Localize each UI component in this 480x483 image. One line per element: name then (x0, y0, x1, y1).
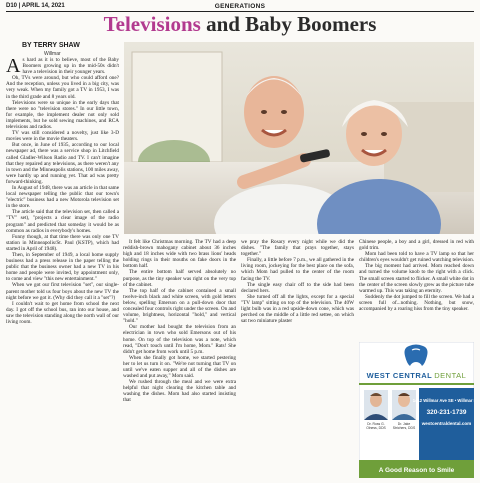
ad-brand-word1: WEST CENTRAL (366, 371, 433, 380)
article-paragraph: The entire bottom half served absolutely no purpose, as the tiny speaker was right on the very top of the cabinet. (123, 269, 236, 288)
ad-phone: 320-231-1739 (426, 409, 467, 416)
article-paragraph: Suddenly the dot jumped to fill the screen. We had a screen full of...nothing. Nothing, but snow, accompanied by a roaring hiss from the tiny speaker. (359, 293, 474, 313)
article-paragraph: When we got our first television "set", our single-parent mother told us four boys about the new TV the night before we got it. (Why did they call it a "set"?) (6, 282, 119, 301)
section-name: GENERATIONS (214, 3, 266, 10)
author-location: Willmar (44, 51, 61, 57)
article-paragraph: She turned off all the lights, except for a special "TV lamp" sitting on top of the television. The 40W light bulb was in a red upside-down cone, which was perched on the middle of a little red settee, on which sat two miniature plaster (241, 293, 354, 325)
drop-cap: A (6, 57, 21, 77)
article-paragraph: We rushed through the meal and we were extra helpful that night clearing the kitchen table and washing the dishes. Mom had also started insisting that (123, 379, 236, 404)
dentist-2-name: Dr. Jake (397, 422, 411, 426)
article-title (0, 12, 480, 37)
article-paragraph: The big moment had arrived. Mom reached down and turned the volume knob to the right with a click. The small screen started to flicker. A small white dot in the center of the screen slowly grew as the picture tube warmed up. This was taking an eternity. (359, 263, 474, 294)
dentist-2-title: Strichers, DDS (392, 426, 416, 430)
article-paragraph: When she finally got home, we started pestering her to let us turn it on. "We're not turning that TV on until we've eaten supper and all of the dishes are washed and put away," Mom said. (123, 354, 236, 380)
elderly-couple-photo (124, 42, 474, 234)
byline: BY TERRY SHAW (22, 42, 80, 49)
article-paragraph: As hard as it is to believe, most of the Baby Boomers growing up in the mid-50s didn't have a television in their younger years. (6, 57, 119, 77)
article-paragraph: Mom had been told to have a TV lamp so that her children's eyes wouldn't get ruined watching television. (359, 251, 474, 264)
ad-address: 1412 Willmar Ave SE • Willmar MN (412, 398, 474, 403)
article-paragraph: Televisions were so unique in the early days that there were no "television stores." In our little town, for example, the implement dealer not only sold implements, but he sold sewing machines, and RCA televisions and radios. (6, 99, 119, 131)
article-column-1 (6, 57, 119, 480)
article-column-2 (123, 239, 236, 480)
article-paragraph: we pray the Rosary every night while we did the dishes. "The family that prays together, stays together." (241, 239, 354, 258)
page-date: D10 | APRIL 14, 2021 (6, 3, 65, 9)
ad-tagline: A Good Reason to Smile (378, 467, 455, 474)
dentist-photo-2 (392, 390, 416, 420)
article-paragraph: The top half of the cabinet contained a small twelve-inch black and white screen, with gold letters below, spelling Emerson on a pull-down door that concealed four controls right under the screen. On and volume, brightness, horizontal "hold," and vertical "hold." (123, 287, 236, 325)
article-paragraph: The single easy chair off to the side had been declared hers. (241, 281, 354, 294)
dentist-1-title: Olness, DDS (366, 426, 386, 430)
dentist-photo-1 (364, 390, 388, 420)
article-paragraph: Then, in September of 1949, a local home supply business had a press release in the paper telling the public that the business owner had a new TV in his home and people were invited, by appointment only, to come and view "this new entertainment." (6, 252, 119, 283)
article-paragraph: TV was still considered a novelty, just like 3-D movies were in the movie theaters. (6, 130, 119, 143)
article-paragraph: I couldn't wait to get home from school the next day. I got off the school bus, ran into our house, and saw the television standing along the north wall of our living room. (6, 300, 119, 326)
article-paragraph: Chinese people, a boy and a girl, dressed in red with gold trim. (359, 239, 474, 252)
article-paragraph: Finally, a little before 7 p.m., we all gathered in the living room, jockeying for the best place on the sofa, which Mom had pulled to the center of the room facing the TV. (241, 257, 354, 282)
article-paragraph: Funny though, at that time there was only one TV station in Minneapolis/St. Paul (KSTP), which had started in April of 1948). (6, 233, 119, 252)
article-paragraph: In August of 1948, there was an article in that same local newspaper telling the public that our town's "electric" business had a new Motorola television set in the store. (6, 184, 119, 210)
dentist-1-name: Dr. Ross G. (367, 422, 385, 426)
dental-advertisement[interactable] (359, 342, 474, 478)
ad-graphic (359, 342, 474, 478)
article-paragraph: But once, in June of 1935, according to our local newspaper ad, there was a service shop in Litchfield called Gladler-Wilson Radio and TV. I can't imagine that they repaired any televisions, as there weren't any in town and the Minneapolis stations, 100 miles away, were hardly up and running yet. That ad was pretty forward-thinking. (6, 142, 119, 185)
article-paragraph: Our mother had bought the television from an electrician in town who sold Emersons out of his home. On top of the television was a note, which read, "Don't touch until I'm home, Mom." Rats! She didn't get home from work until 5 p.m. (123, 324, 236, 355)
title-accent: Televisions (103, 12, 201, 36)
ad-website: westcentraldental.com (421, 421, 472, 426)
article-column-4 (359, 239, 474, 339)
article-paragraph: The article said that the television set, then called a "TV" set), "projects a clear image of the radio program" and predicted that someday it would be as common as radios in everybody's homes. (6, 209, 119, 234)
ad-brand-word2: DENTAL (434, 371, 467, 380)
article-paragraph: It felt like Christmas morning. The TV had a deep reddish-brown mahogany cabinet about 36 inches high and 18 inches wide with two brass lions' heads holding rings in their mouths on fake doors in the bottom half. (123, 239, 236, 270)
photo-illustration (124, 42, 474, 234)
ad-brand (367, 371, 467, 380)
article-column-3 (241, 239, 354, 480)
article-paragraph: Oh, TVs were around, but who could afford one? And the reception, unless you lived in a big city, was very weak. When my family got a TV in 1953, I was in the third grade and 8 years old. (6, 75, 119, 100)
title-rest: and Baby Boomers (206, 12, 377, 36)
